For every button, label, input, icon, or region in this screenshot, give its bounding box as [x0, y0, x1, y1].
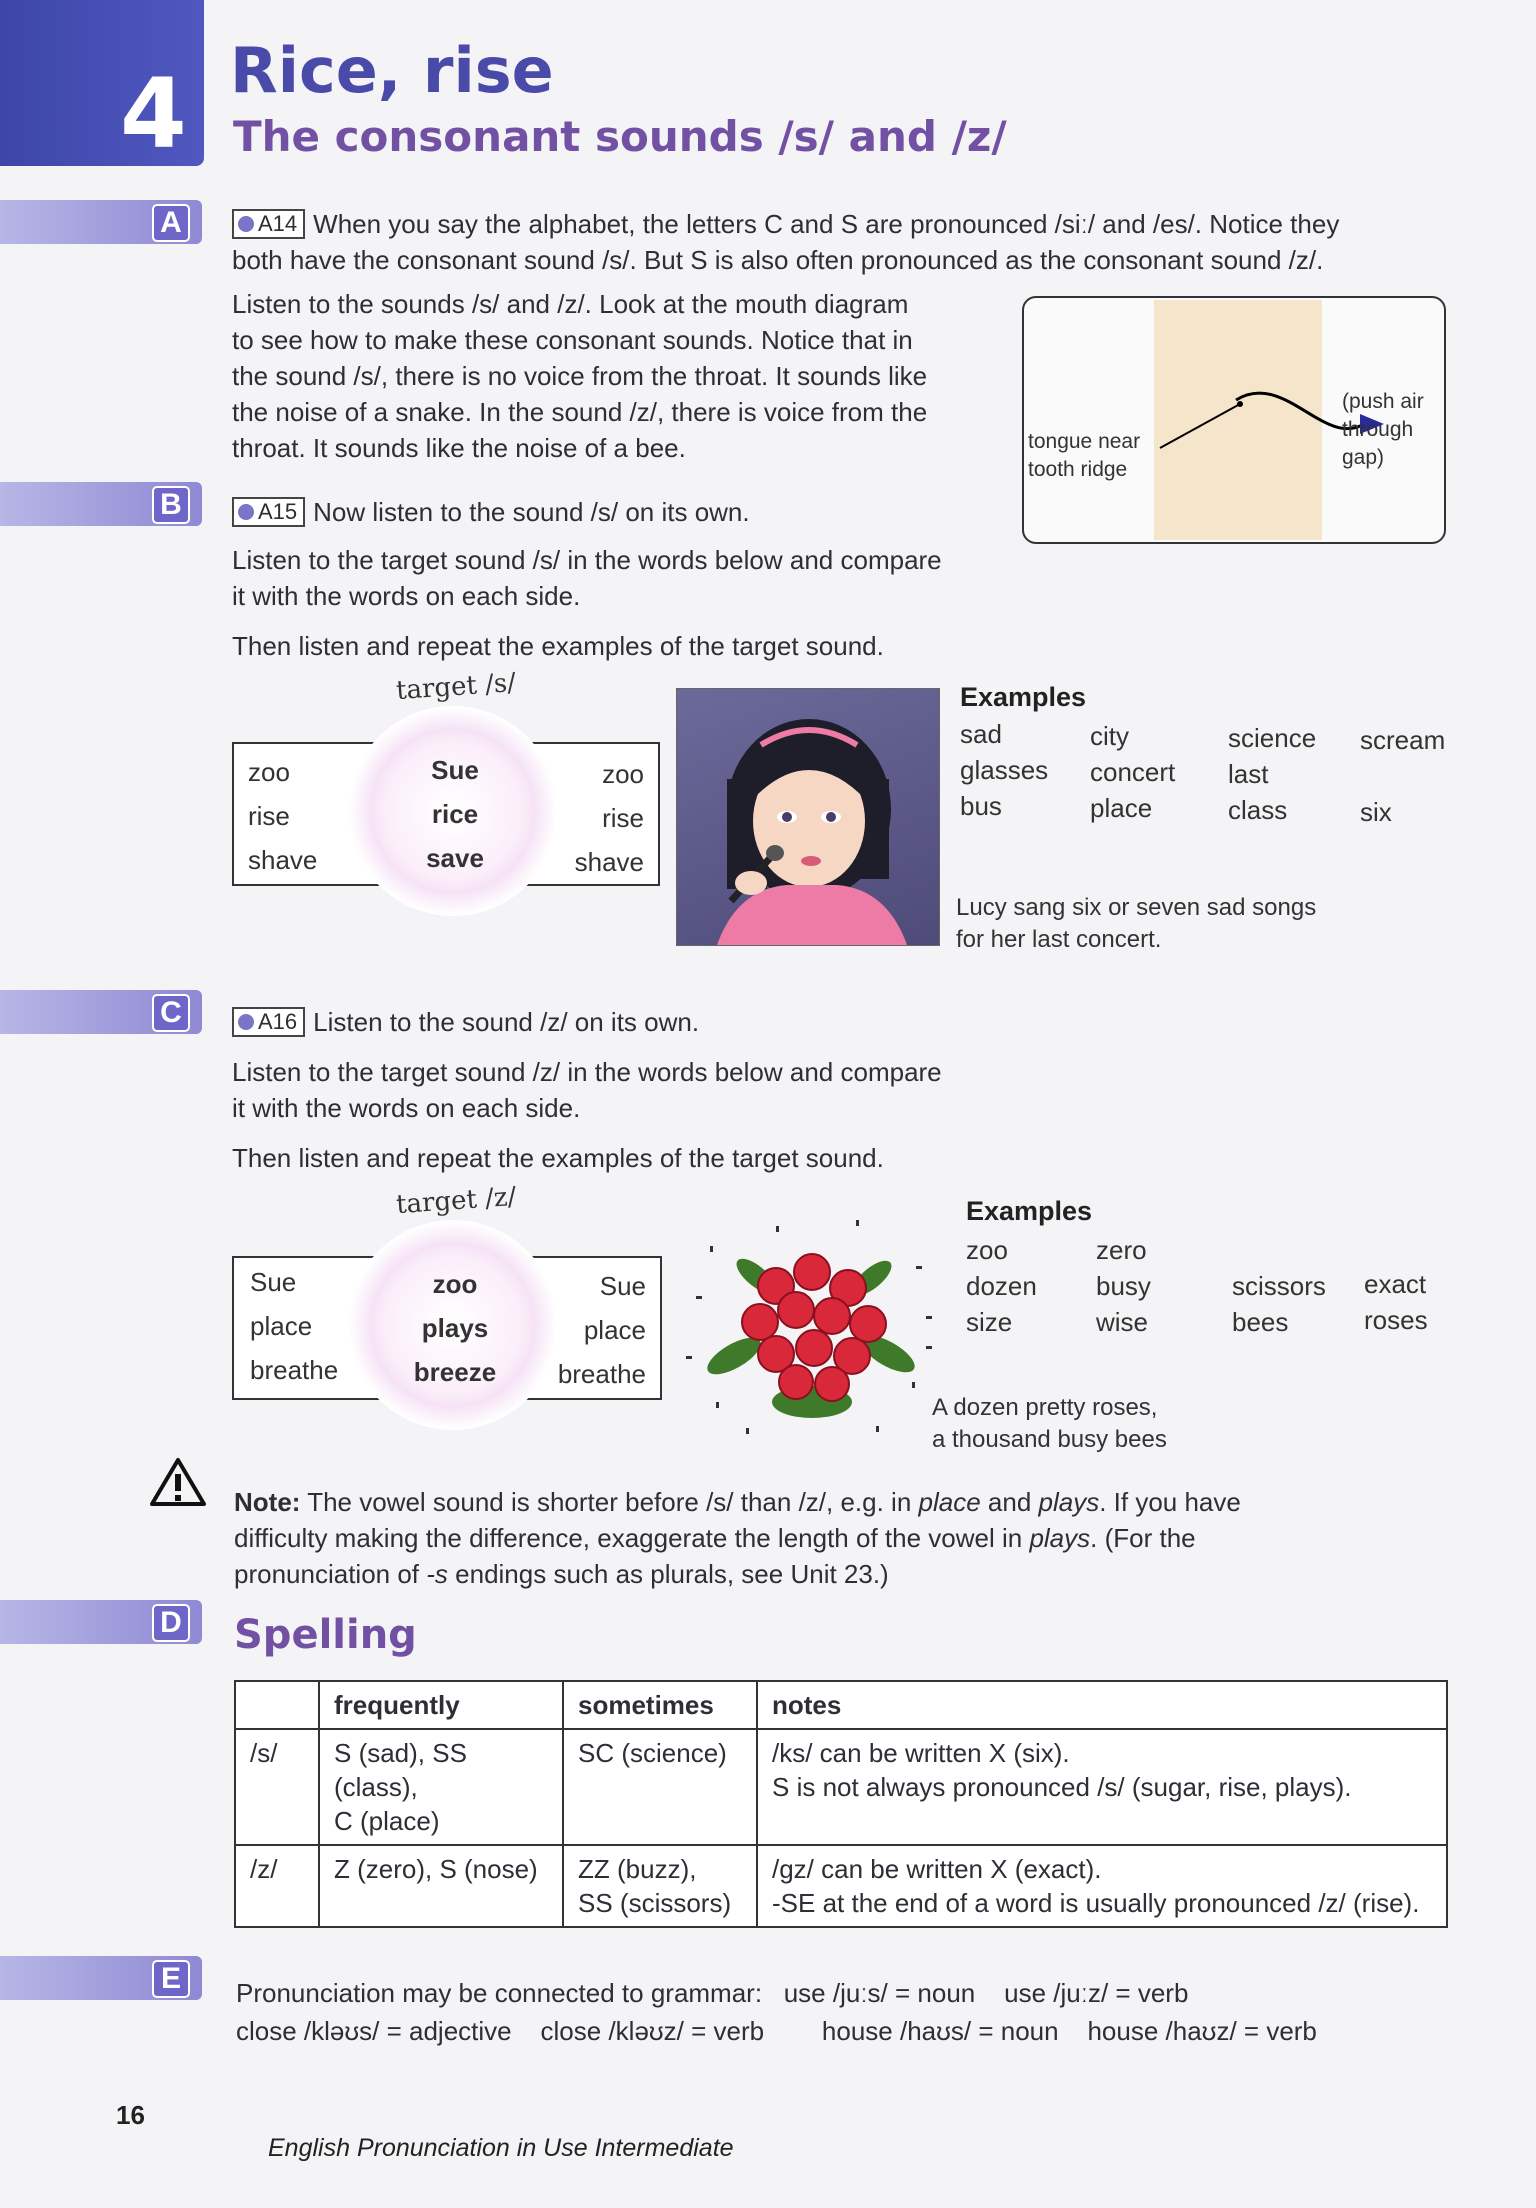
section-a-intro: A14 When you say the alphabet, the letters C and S are pronounced /siː/ and /es/. Notice they both have the consonant sound /s/. But S is also often pronounced as the consonant sound /z/.	[232, 209, 1340, 275]
section-b-intro: A15 Now listen to the sound /s/ on its own.	[232, 494, 1032, 530]
examples-s-col-2: city concert place	[1090, 721, 1176, 823]
compare-left-z: Sue place breathe	[250, 1267, 339, 1385]
compare-left-s: zoo rise shave	[248, 757, 318, 875]
examples-title-s: Examples	[960, 682, 1087, 712]
compare-right-z: Sue place breathe	[557, 1271, 646, 1389]
section-b-tab	[0, 482, 202, 526]
audio-disc-icon	[238, 216, 254, 232]
audio-track-a16[interactable]: A16	[232, 1007, 305, 1037]
singer-drawing	[677, 689, 939, 945]
page-number: 16	[116, 2100, 145, 2130]
compare-box-z	[232, 1256, 662, 1400]
table-cell-sometimes: SC (science)	[563, 1729, 757, 1845]
mouth-diagram	[1022, 296, 1446, 544]
section-e-letter: E	[152, 1960, 190, 1998]
warning-icon	[148, 1456, 208, 1508]
table-header-sound	[235, 1681, 319, 1729]
examples-title-z: Examples	[966, 1196, 1093, 1226]
spelling-heading: Spelling	[234, 1612, 417, 1658]
section-e-tab	[0, 1956, 202, 2000]
section-e-paragraph: Pronunciation may be connected to grammar: use /juːs/ = noun use /juːz/ = verb close /kləʊs/ = adjective close /kləʊz/ = verb house /haʊs/ = noun house /haʊz/ = verb	[236, 1978, 1317, 2046]
section-c-tab	[0, 990, 202, 1034]
section-d-tab	[0, 1600, 202, 1644]
table-cell-sometimes: ZZ (buzz), SS (scissors)	[563, 1845, 757, 1927]
compare-box-s	[232, 742, 660, 886]
table-cell-frequently: Z (zero), S (nose)	[319, 1845, 563, 1927]
book-title: English Pronunciation in Use Intermediate	[268, 2134, 734, 2162]
section-a-paragraph: Listen to the sounds /s/ and /z/. Look at the mouth diagram to see how to make these consonant sounds. Notice that in the sound /s/, there is no voice from the throat. It sounds like the noise of a snake. In the sound /z/, there is voice from the throat. It sounds like the noise of a bee.	[232, 289, 928, 463]
examples-z-col-3: scissors bees	[1232, 1271, 1326, 1337]
examples-s-col-4: scream six	[1360, 725, 1446, 827]
target-label-s: target /s/	[395, 667, 517, 707]
singer-illustration	[676, 688, 940, 946]
caption-s: Lucy sang six or seven sad songs for her last concert.	[956, 894, 1317, 953]
examples-z-col-2: zero busy wise	[1096, 1235, 1151, 1337]
roses-illustration	[676, 1206, 946, 1436]
table-cell-sound: /z/	[235, 1845, 319, 1927]
table-cell-notes: /ks/ can be written X (six). S is not always pronounced /s/ (sugar, rise, plays).	[757, 1729, 1447, 1845]
diagram-label-push-air: (push air through gap)	[1342, 390, 1424, 469]
audio-track-a15[interactable]: A15	[232, 497, 305, 527]
note-paragraph: Note: The vowel sound is shorter before /s/ than /z/, e.g. in place and plays. If you have difficulty making the difference, exaggerate the length of the vowel in plays. (For the pronunciation of -s endings such as plurals, see Unit 23.)	[234, 1487, 1241, 1589]
section-b-paragraph-1: Listen to the target sound /s/ in the words below and compare it with the words on each side.	[232, 545, 942, 611]
section-b-letter: B	[152, 486, 190, 524]
section-c-letter: C	[152, 994, 190, 1032]
section-b-paragraph-2: Then listen and repeat the examples of the target sound.	[232, 631, 884, 661]
section-c-paragraph-2: Then listen and repeat the examples of the target sound.	[232, 1143, 884, 1173]
section-a-tab	[0, 200, 202, 244]
table-cell-sound: /s/	[235, 1729, 319, 1845]
table-header-frequently: frequently	[319, 1681, 563, 1729]
examples-z-col-1: zoo dozen size	[966, 1235, 1037, 1337]
compare-right-s: zoo rise shave	[574, 759, 644, 877]
table-header-sometimes: sometimes	[563, 1681, 757, 1729]
unit-number: 4	[120, 58, 187, 170]
page-title: Rice, rise	[230, 34, 554, 107]
section-c-intro: A16 Listen to the sound /z/ on its own.	[232, 1004, 1032, 1040]
compare-center-s: Sue rice save	[426, 755, 484, 873]
table-header-notes: notes	[757, 1681, 1447, 1729]
section-d-letter: D	[152, 1604, 190, 1642]
table-cell-frequently: S (sad), SS (class), C (place)	[319, 1729, 563, 1845]
audio-disc-icon	[238, 1014, 254, 1030]
section-a-letter: A	[152, 204, 190, 242]
caption-z: A dozen pretty roses, a thousand busy bees	[932, 1394, 1167, 1453]
section-c-paragraph-1: Listen to the target sound /z/ in the words below and compare it with the words on each side.	[232, 1057, 942, 1123]
target-label-z: target /z/	[395, 1181, 518, 1221]
table-cell-notes: /gz/ can be written X (exact). -SE at the end of a word is usually pronounced /z/ (rise).	[757, 1845, 1447, 1927]
page-subtitle: The consonant sounds /s/ and /z/	[233, 112, 1007, 161]
audio-track-a14[interactable]: A14	[232, 209, 305, 239]
table-row	[235, 1729, 1447, 1845]
examples-z-col-4: exact roses	[1364, 1269, 1428, 1335]
diagram-label-tongue: tongue near tooth ridge	[1028, 430, 1141, 481]
table-header-row	[235, 1681, 1447, 1729]
spelling-table	[234, 1680, 1448, 1928]
examples-s-col-1: sad glasses bus	[960, 719, 1049, 821]
compare-center-z: zoo plays breeze	[413, 1269, 497, 1387]
audio-disc-icon	[238, 504, 254, 520]
table-row	[235, 1845, 1447, 1927]
examples-s-col-3: science last class	[1228, 723, 1317, 825]
